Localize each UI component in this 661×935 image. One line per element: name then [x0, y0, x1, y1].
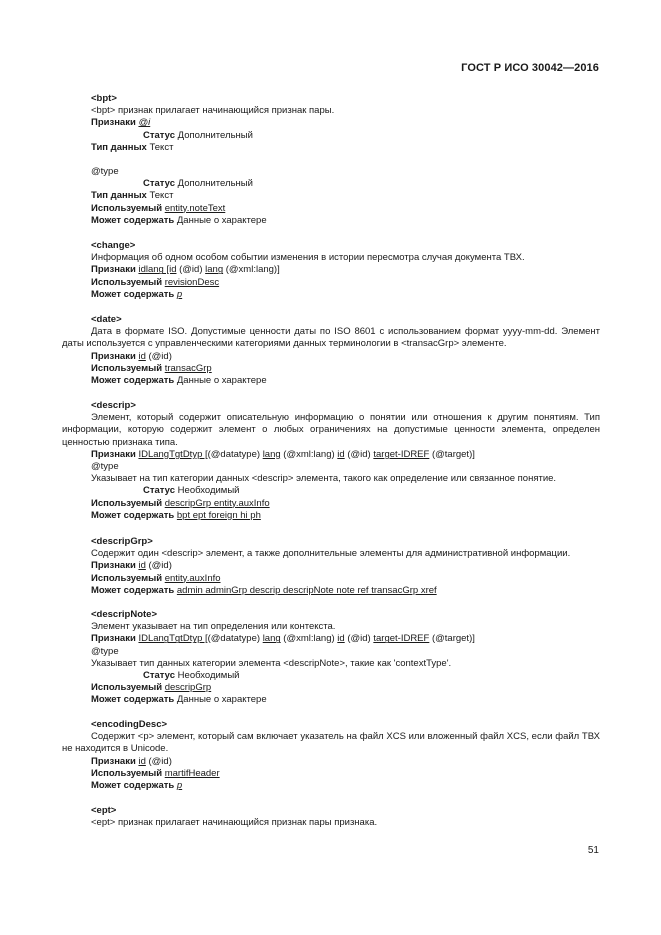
content-link[interactable]: bpt ept foreign hi ph [176, 509, 261, 521]
entry-title: <bpt> [91, 93, 117, 104]
attr-link[interactable]: idlang [id [138, 264, 177, 276]
attr-link[interactable]: id [337, 448, 345, 460]
content-link[interactable]: admin adminGrp descrip descripNote note ref transacGrp xref [176, 584, 437, 596]
attr-link[interactable]: @i [138, 117, 151, 129]
entry-title: <ept> [91, 805, 117, 816]
attr-link[interactable]: lang [205, 264, 224, 276]
entry-change: <change> Информация об одном особом событии изменения в истории пересмотра случая документа ТВХ. Признаки idlang [id (@id) lang (@xml:lang)] Используемый revisionDesc Может содержать p [62, 240, 600, 301]
used-by-link[interactable]: martifHeader [164, 767, 220, 779]
entry-description: Дата в формате ISO. Допустимые ценности даты по ISO 8601 с использованием формат yyyy-mm-dd. Элемент даты используется с управленческими категориями данных терминологии в <transacGrp> элементе. [62, 326, 600, 350]
entry-title: <descrip> [91, 400, 136, 411]
used-by-link[interactable]: revisionDesc [164, 276, 220, 288]
attr-link[interactable]: lang [262, 448, 281, 460]
entry-title: <change> [91, 240, 136, 251]
used-by-link[interactable]: entity.noteText [164, 202, 226, 214]
entry-title: <date> [91, 314, 122, 325]
attr-link[interactable]: id [138, 560, 146, 572]
entry-description: <bpt> признак прилагает начинающийся признак пары. [91, 105, 335, 117]
used-by-link[interactable]: transacGrp [164, 362, 212, 374]
attr-link[interactable]: id [138, 755, 146, 767]
entry-title: <encodingDesc> [91, 719, 168, 730]
entry-description: <ept> признак прилагает начинающийся признак пары признака. [91, 817, 378, 829]
entry-descripnote: <descripNote> Элемент указывает на тип определения или контекста. Признаки IDLangTgtDtyp [(@datatype) lang (@xml:lang) id (@id) target-IDREF (@target)] @type Указывает тип данных категории элемента <descripNote>, такие как 'contextType'. Статус Необходимый Используемый descripGrp Может содержать Данные о характере [62, 609, 600, 707]
entry-description: Элемент указывает на тип определения или контекста. [91, 621, 336, 633]
attr-link[interactable]: id [337, 633, 345, 645]
entry-descripgrp: <descripGrp> Содержит один <descrip> элемент, а также дополнительные элементы для административной информации. Признаки id (@id) Используемый entity.auxInfo Может содержать admin adminGrp descrip descripNote note ref transacGrp xref [62, 536, 600, 597]
attr-link[interactable]: IDLangTgtDtyp [ [138, 448, 208, 460]
content-link[interactable]: p [176, 288, 183, 300]
entry-title: <descripNote> [91, 609, 157, 620]
attr-link[interactable]: lang [262, 633, 281, 645]
used-by-link[interactable]: descripGrp [164, 682, 212, 694]
entry-bpt: <bpt> <bpt> признак прилагает начинающийся признак пары. Признаки @i Статус Дополнительный Тип данных Текст @type Статус Дополнительный Тип данных Текст Используемый entity.noteText Может содержать Данные о характере [62, 93, 600, 227]
attr-link[interactable]: IDLangTgtDtyp [ [138, 633, 208, 645]
entry-description: Информация об одном особом событии изменения в истории пересмотра случая документа ТВХ. [91, 252, 525, 264]
entry-title: <descripGrp> [91, 536, 153, 547]
entry-ept [62, 805, 600, 829]
content-link[interactable]: p [176, 780, 183, 792]
entry-encodingdesc: <encodingDesc> Содержит <p> элемент, который сам включает указатель на файл XCS или вложенный файл XCS, если файл ТВХ не находится в Unicode. Признаки id (@id) Используемый martifHeader Может содержать p [62, 719, 600, 792]
used-by-link[interactable]: descripGrp entity.auxInfo [164, 497, 270, 509]
entry-description: Содержит <p> элемент, который сам включает указатель на файл XCS или вложенный файл XCS, если файл ТВХ не находится в Unicode. [62, 731, 600, 755]
document-header: ГОСТ Р ИСО 30042—2016 [461, 62, 599, 74]
entry-descrip: <descrip> Элемент, который содержит описательную информацию о понятии или отношения к другим понятиям. Тип информации, которую содержит элемент о любых ограничениях на допустимые ценности элемента, определен ценностью признака типа. Признаки IDLangTgtDtyp [(@datatype) lang (@xml:lang) id (@id) target-IDREF (@target)] @type Указывает на тип категории данных <descrip> элемента, такого как определение или связанное понятие. Статус Необходимый Используемый descripGrp entity.auxInfo Может содержать bpt ept foreign hi ph [62, 400, 600, 521]
attr-link[interactable]: target-IDREF [373, 633, 430, 645]
used-by-link[interactable]: entity.auxInfo [164, 572, 221, 584]
entry-description: Содержит один <descrip> элемент, а также дополнительные элементы для административной информации. [91, 548, 571, 560]
attr-link[interactable]: id [138, 350, 146, 362]
entry-description: Элемент, который содержит описательную информацию о понятии или отношения к другим понятиям. Тип информации, которую содержит элемент о любых ограничениях на допустимые ценности элемента, определен ценностью признака типа. [62, 412, 600, 448]
attr-link[interactable]: target-IDREF [373, 448, 430, 460]
page-number: 51 [587, 845, 599, 856]
entry-date: <date> Дата в формате ISO. Допустимые ценности даты по ISO 8601 с использованием формат yyyy-mm-dd. Элемент даты используется с управленческими категориями данных терминологии в <transacGrp> элементе. Признаки id (@id) Используемый transacGrp Может содержать Данные о характере [62, 314, 600, 387]
